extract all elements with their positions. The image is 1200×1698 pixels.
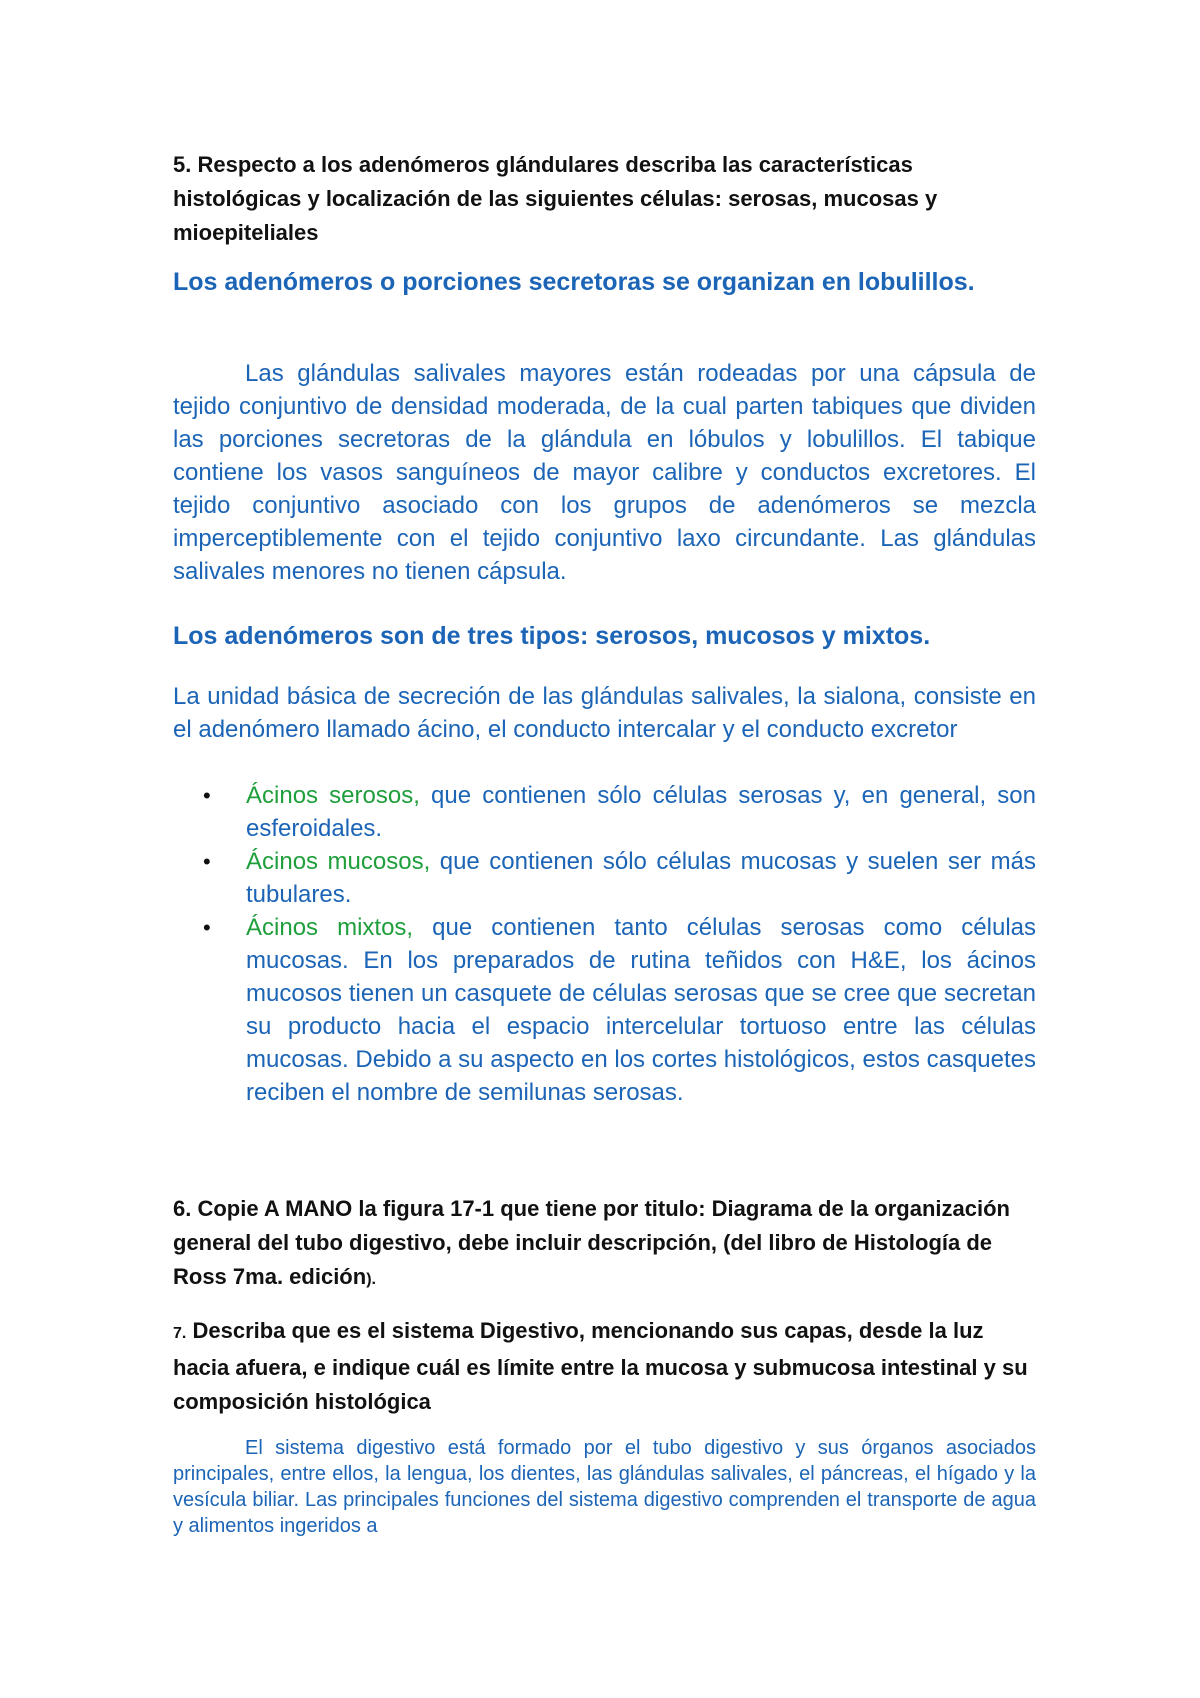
- list-item-acinos-serosos: [173, 779, 1036, 845]
- bullet-marker: •: [203, 915, 211, 940]
- list-item-acinos-mixtos: [173, 911, 1036, 1109]
- paragraph-glandulas-salivales: Las glándulas salivales mayores están rodeadas por una cápsula de tejido conjuntivo de densidad moderada, de la cual parten tabiques que dividen las porciones secretoras de la glándula en lóbulos y lobulillos. El tabique contiene los vasos sanguíneos de mayor calibre y conductos excretores. El tejido conjuntivo asociado con los grupos de adenómeros se mezcla imperceptiblemente con el tejido conjuntivo laxo circundante. Las glándulas salivales menores no tienen cápsula.: [173, 360, 1036, 585]
- question-7-number: 7.: [173, 1325, 187, 1342]
- text-acinos-serosos: que contienen sólo células serosas y, en general, son esferoidales.: [246, 782, 1037, 842]
- bullet-marker: •: [203, 849, 211, 874]
- acinos-list: [173, 779, 1036, 1109]
- heading-tipos-adenomeros: Los adenómeros son de tres tipos: serosos, mucosos y mixtos.: [173, 622, 931, 650]
- text-acinos-mixtos: que contienen tanto células serosas como células mucosas. En los preparados de rutina teñidos con H&E, los ácinos mucosos tienen un casquete de células serosas que se cree que secretan su producto hacia el espacio intercelular tortuoso entre las células mucosas. Debido a su aspecto en los cortes histológicos, estos casquetes reciben el nombre de semilunas serosas.: [246, 914, 1037, 1106]
- question-7-text: Describa que es el sistema Digestivo, mencionando sus capas, desde la luz hacia afuera, e indique cuál es límite entre la mucosa y submucosa intestinal y su composición histológica: [173, 1318, 1028, 1414]
- question-5-text: Respecto a los adenómeros glándulares describa las características histológicas y localización de las siguientes células: serosas, mucosas y mioepiteliales: [173, 152, 938, 245]
- question-6-number: 6.: [173, 1196, 192, 1221]
- question-7: [173, 1314, 1036, 1419]
- question-6: [173, 1192, 1036, 1297]
- bullet-marker: •: [203, 783, 211, 808]
- term-acinos-serosos: Ácinos serosos,: [246, 782, 420, 809]
- paragraph-sistema-digestivo: El sistema digestivo está formado por el tubo digestivo y sus órganos asociados principales, entre ellos, la lengua, los dientes, las glándulas salivales, el páncreas, el hígado y la vesícula biliar. Las principales funciones del sistema digestivo comprenden el transporte de agua y alimentos ingeridos a: [173, 1437, 1036, 1537]
- paragraph-sialona: La unidad básica de secreción de las glándulas salivales, la sialona, consiste en el adenómero llamado ácino, el conducto intercalar y el conducto excretor: [173, 683, 1036, 743]
- heading-lobulillos: Los adenómeros o porciones secretoras se organizan en lobulillos.: [173, 268, 975, 296]
- text-acinos-mucosos: que contienen sólo células mucosas y suelen ser más tubulares.: [246, 848, 1036, 908]
- list-item-acinos-mucosos: [173, 845, 1036, 911]
- question-5-number: 5.: [173, 152, 192, 177]
- term-acinos-mixtos: Ácinos mixtos,: [246, 914, 414, 941]
- question-5: [173, 148, 1036, 250]
- question-6-tail: ).: [366, 1271, 376, 1288]
- question-6-text: Copie A MANO la figura 17-1 que tiene por titulo: Diagrama de la organización general del tubo digestivo, debe incluir descripción, (del libro de Histología de Ross 7ma. edición: [173, 1196, 1010, 1289]
- term-acinos-mucosos: Ácinos mucosos,: [246, 848, 431, 875]
